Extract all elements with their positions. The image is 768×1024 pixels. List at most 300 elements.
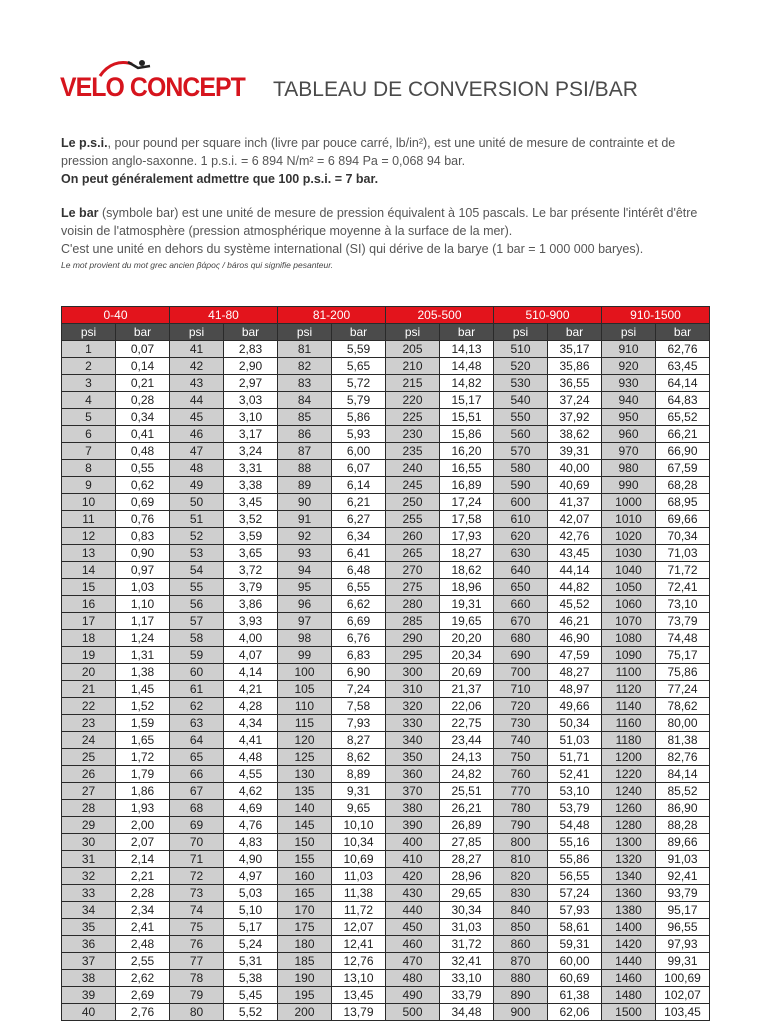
- psi-cell: 84: [278, 392, 332, 409]
- psi-cell: 30: [62, 834, 116, 851]
- table-row: [62, 868, 710, 885]
- bar-cell: 55,86: [548, 851, 602, 868]
- psi-cell: 1120: [602, 681, 656, 698]
- bar-cell: 1,24: [116, 630, 170, 647]
- bar-cell: 4,34: [224, 715, 278, 732]
- psi-cell: 1060: [602, 596, 656, 613]
- psi-cell: 810: [494, 851, 548, 868]
- psi-cell: 370: [386, 783, 440, 800]
- bar-cell: 68,28: [656, 477, 710, 494]
- psi-cell: 1200: [602, 749, 656, 766]
- psi-cell: 760: [494, 766, 548, 783]
- bar-cell: 2,69: [116, 987, 170, 1004]
- bar-cell: 4,69: [224, 800, 278, 817]
- bar-cell: 63,45: [656, 358, 710, 375]
- psi-cell: 830: [494, 885, 548, 902]
- psi-cell: 560: [494, 426, 548, 443]
- bar-cell: 11,72: [332, 902, 386, 919]
- bar-cell: 20,20: [440, 630, 494, 647]
- psi-cell: 44: [170, 392, 224, 409]
- bar-cell: 2,28: [116, 885, 170, 902]
- bar-cell: 3,52: [224, 511, 278, 528]
- bar-cell: 34,48: [440, 1004, 494, 1021]
- page-title: TABLEAU DE CONVERSION PSI/BAR: [273, 78, 638, 101]
- psi-cell: 320: [386, 698, 440, 715]
- psi-cell: 1070: [602, 613, 656, 630]
- bar-cell: 18,62: [440, 562, 494, 579]
- bar-column-header: bar: [116, 324, 170, 341]
- psi-cell: 23: [62, 715, 116, 732]
- psi-cell: 74: [170, 902, 224, 919]
- table-row: [62, 851, 710, 868]
- bar-cell: 52,41: [548, 766, 602, 783]
- bar-cell: 6,90: [332, 664, 386, 681]
- psi-cell: 460: [386, 936, 440, 953]
- psi-cell: 87: [278, 443, 332, 460]
- bar-cell: 10,34: [332, 834, 386, 851]
- psi-cell: 33: [62, 885, 116, 902]
- bar-cell: 6,69: [332, 613, 386, 630]
- table-row: [62, 358, 710, 375]
- bar-cell: 78,62: [656, 698, 710, 715]
- bar-cell: 3,24: [224, 443, 278, 460]
- velo-concept-logo: [60, 58, 255, 108]
- psi-cell: 185: [278, 953, 332, 970]
- bar-column-header: bar: [548, 324, 602, 341]
- bar-cell: 26,21: [440, 800, 494, 817]
- table-row: [62, 885, 710, 902]
- psi-cell: 790: [494, 817, 548, 834]
- table-row: [62, 664, 710, 681]
- psi-cell: 22: [62, 698, 116, 715]
- psi-cell: 950: [602, 409, 656, 426]
- bar-cell: 2,62: [116, 970, 170, 987]
- psi-cell: 210: [386, 358, 440, 375]
- bar-cell: 6,55: [332, 579, 386, 596]
- bar-cell: 6,83: [332, 647, 386, 664]
- psi-cell: 245: [386, 477, 440, 494]
- bar-cell: 16,20: [440, 443, 494, 460]
- bar-cell: 6,41: [332, 545, 386, 562]
- bar-cell: 17,93: [440, 528, 494, 545]
- table-row: [62, 375, 710, 392]
- psi-cell: 255: [386, 511, 440, 528]
- bar-cell: 5,17: [224, 919, 278, 936]
- psi-cell: 280: [386, 596, 440, 613]
- psi-cell: 300: [386, 664, 440, 681]
- psi-cell: 910: [602, 341, 656, 358]
- range-header: 41-80: [170, 307, 278, 324]
- bar-cell: 49,66: [548, 698, 602, 715]
- psi-cell: 48: [170, 460, 224, 477]
- psi-term: Le p.s.i.: [61, 136, 108, 150]
- range-header: 81-200: [278, 307, 386, 324]
- bar-cell: 46,21: [548, 613, 602, 630]
- bar-cell: 15,51: [440, 409, 494, 426]
- psi-cell: 76: [170, 936, 224, 953]
- bar-cell: 16,89: [440, 477, 494, 494]
- bar-cell: 60,69: [548, 970, 602, 987]
- bar-cell: 89,66: [656, 834, 710, 851]
- psi-cell: 52: [170, 528, 224, 545]
- psi-cell: 660: [494, 596, 548, 613]
- bar-cell: 7,58: [332, 698, 386, 715]
- table-row: [62, 409, 710, 426]
- psi-cell: 42: [170, 358, 224, 375]
- psi-cell: 220: [386, 392, 440, 409]
- unit-header-row: [62, 324, 710, 341]
- psi-cell: 43: [170, 375, 224, 392]
- range-header-row: [62, 307, 710, 324]
- psi-cell: 115: [278, 715, 332, 732]
- bar-cell: 20,69: [440, 664, 494, 681]
- psi-cell: 38: [62, 970, 116, 987]
- bar-cell: 12,07: [332, 919, 386, 936]
- psi-cell: 8: [62, 460, 116, 477]
- table-row: [62, 902, 710, 919]
- psi-cell: 650: [494, 579, 548, 596]
- bar-cell: 73,79: [656, 613, 710, 630]
- bar-cell: 10,10: [332, 817, 386, 834]
- psi-cell: 1030: [602, 545, 656, 562]
- bar-cell: 1,65: [116, 732, 170, 749]
- psi-cell: 68: [170, 800, 224, 817]
- psi-cell: 380: [386, 800, 440, 817]
- psi-cell: 1160: [602, 715, 656, 732]
- bar-cell: 72,41: [656, 579, 710, 596]
- psi-cell: 1010: [602, 511, 656, 528]
- psi-cell: 1100: [602, 664, 656, 681]
- bar-cell: 31,03: [440, 919, 494, 936]
- psi-cell: 1460: [602, 970, 656, 987]
- psi-cell: 18: [62, 630, 116, 647]
- psi-cell: 390: [386, 817, 440, 834]
- bar-cell: 39,31: [548, 443, 602, 460]
- psi-cell: 750: [494, 749, 548, 766]
- bar-cell: 42,07: [548, 511, 602, 528]
- psi-cell: 83: [278, 375, 332, 392]
- bar-cell: 73,10: [656, 596, 710, 613]
- bar-cell: 0,28: [116, 392, 170, 409]
- psi-cell: 225: [386, 409, 440, 426]
- bar-column-header: bar: [656, 324, 710, 341]
- bar-cell: 102,07: [656, 987, 710, 1004]
- bar-cell: 4,28: [224, 698, 278, 715]
- bar-cell: 24,82: [440, 766, 494, 783]
- psi-cell: 310: [386, 681, 440, 698]
- psi-cell: 82: [278, 358, 332, 375]
- psi-cell: 690: [494, 647, 548, 664]
- psi-cell: 260: [386, 528, 440, 545]
- psi-cell: 105: [278, 681, 332, 698]
- bar-cell: 4,83: [224, 834, 278, 851]
- psi-cell: 1080: [602, 630, 656, 647]
- bar-cell: 82,76: [656, 749, 710, 766]
- bar-cell: 0,90: [116, 545, 170, 562]
- psi-cell: 78: [170, 970, 224, 987]
- bar-cell: 2,97: [224, 375, 278, 392]
- conversion-table: [61, 306, 710, 1021]
- psi-cell: 47: [170, 443, 224, 460]
- psi-cell: 37: [62, 953, 116, 970]
- psi-cell: 285: [386, 613, 440, 630]
- psi-cell: 150: [278, 834, 332, 851]
- psi-cell: 205: [386, 341, 440, 358]
- bar-cell: 92,41: [656, 868, 710, 885]
- bar-cell: 3,72: [224, 562, 278, 579]
- bar-cell: 1,59: [116, 715, 170, 732]
- psi-cell: 680: [494, 630, 548, 647]
- bar-cell: 21,37: [440, 681, 494, 698]
- psi-cell: 10: [62, 494, 116, 511]
- psi-column-header: psi: [494, 324, 548, 341]
- bar-cell: 0,14: [116, 358, 170, 375]
- bar-cell: 6,14: [332, 477, 386, 494]
- psi-cell: 58: [170, 630, 224, 647]
- psi-cell: 145: [278, 817, 332, 834]
- bar-cell: 80,00: [656, 715, 710, 732]
- psi-cell: 62: [170, 698, 224, 715]
- bar-cell: 9,31: [332, 783, 386, 800]
- psi-cell: 91: [278, 511, 332, 528]
- psi-cell: 1340: [602, 868, 656, 885]
- psi-cell: 77: [170, 953, 224, 970]
- bar-cell: 1,72: [116, 749, 170, 766]
- bar-cell: 0,34: [116, 409, 170, 426]
- psi-cell: 125: [278, 749, 332, 766]
- psi-cell: 1360: [602, 885, 656, 902]
- bar-cell: 31,72: [440, 936, 494, 953]
- bar-cell: 2,76: [116, 1004, 170, 1021]
- bar-cell: 0,48: [116, 443, 170, 460]
- table-row: [62, 477, 710, 494]
- psi-cell: 66: [170, 766, 224, 783]
- bar-cell: 8,27: [332, 732, 386, 749]
- bar-cell: 2,41: [116, 919, 170, 936]
- bar-cell: 4,76: [224, 817, 278, 834]
- psi-cell: 1140: [602, 698, 656, 715]
- psi-rule: [61, 170, 721, 188]
- psi-cell: 1280: [602, 817, 656, 834]
- psi-cell: 120: [278, 732, 332, 749]
- table-row: [62, 936, 710, 953]
- psi-cell: 1320: [602, 851, 656, 868]
- bar-cell: 5,93: [332, 426, 386, 443]
- bar-cell: 2,90: [224, 358, 278, 375]
- table-row: [62, 834, 710, 851]
- bar-cell: 55,16: [548, 834, 602, 851]
- bar-cell: 97,93: [656, 936, 710, 953]
- psi-cell: 400: [386, 834, 440, 851]
- psi-cell: 1240: [602, 783, 656, 800]
- psi-cell: 500: [386, 1004, 440, 1021]
- psi-cell: 520: [494, 358, 548, 375]
- psi-cell: 730: [494, 715, 548, 732]
- psi-text: , pour pound per square inch (livre par pouce carré, lb/in²), est une unité de mesure de contrainte et de pression anglo-saxonne. 1 p.s.i. = 6 894 N/m² = 6 894 Pa = 0,068 94 bar.: [61, 136, 676, 168]
- psi-cell: 860: [494, 936, 548, 953]
- bar-cell: 2,48: [116, 936, 170, 953]
- psi-cell: 1480: [602, 987, 656, 1004]
- bar-cell: 25,51: [440, 783, 494, 800]
- bar-cell: 5,45: [224, 987, 278, 1004]
- table-row: [62, 443, 710, 460]
- psi-column-header: psi: [62, 324, 116, 341]
- bar-cell: 19,31: [440, 596, 494, 613]
- psi-cell: 720: [494, 698, 548, 715]
- psi-cell: 51: [170, 511, 224, 528]
- psi-cell: 570: [494, 443, 548, 460]
- psi-cell: 71: [170, 851, 224, 868]
- psi-cell: 13: [62, 545, 116, 562]
- bar-cell: 0,21: [116, 375, 170, 392]
- psi-cell: 780: [494, 800, 548, 817]
- psi-cell: 94: [278, 562, 332, 579]
- bar-cell: 2,21: [116, 868, 170, 885]
- bar-cell: 44,82: [548, 579, 602, 596]
- bar-cell: 3,45: [224, 494, 278, 511]
- psi-cell: 740: [494, 732, 548, 749]
- psi-cell: 96: [278, 596, 332, 613]
- table-row: [62, 494, 710, 511]
- table-row: [62, 1004, 710, 1021]
- bar-cell: 88,28: [656, 817, 710, 834]
- bar-cell: 5,10: [224, 902, 278, 919]
- psi-cell: 630: [494, 545, 548, 562]
- bar-cell: 41,37: [548, 494, 602, 511]
- psi-cell: 235: [386, 443, 440, 460]
- bar-cell: 64,83: [656, 392, 710, 409]
- psi-cell: 53: [170, 545, 224, 562]
- bar-cell: 0,97: [116, 562, 170, 579]
- bar-cell: 4,07: [224, 647, 278, 664]
- psi-cell: 64: [170, 732, 224, 749]
- psi-cell: 88: [278, 460, 332, 477]
- table-row: [62, 596, 710, 613]
- psi-cell: 880: [494, 970, 548, 987]
- psi-cell: 490: [386, 987, 440, 1004]
- psi-cell: 850: [494, 919, 548, 936]
- range-header: 0-40: [62, 307, 170, 324]
- psi-cell: 60: [170, 664, 224, 681]
- bar-cell: 43,45: [548, 545, 602, 562]
- bar-cell: 5,72: [332, 375, 386, 392]
- psi-cell: 73: [170, 885, 224, 902]
- table-row: [62, 392, 710, 409]
- psi-cell: 79: [170, 987, 224, 1004]
- psi-cell: 250: [386, 494, 440, 511]
- psi-cell: 640: [494, 562, 548, 579]
- psi-cell: 1020: [602, 528, 656, 545]
- bar-cell: 62,76: [656, 341, 710, 358]
- psi-cell: 900: [494, 1004, 548, 1021]
- psi-cell: 450: [386, 919, 440, 936]
- bar-cell: 64,14: [656, 375, 710, 392]
- psi-cell: 265: [386, 545, 440, 562]
- psi-cell: 930: [602, 375, 656, 392]
- bar-cell: 13,10: [332, 970, 386, 987]
- bar-cell: 8,89: [332, 766, 386, 783]
- bar-cell: 5,24: [224, 936, 278, 953]
- bar-cell: 0,83: [116, 528, 170, 545]
- psi-cell: 55: [170, 579, 224, 596]
- psi-cell: 28: [62, 800, 116, 817]
- bar-cell: 2,07: [116, 834, 170, 851]
- psi-cell: 1380: [602, 902, 656, 919]
- bar-cell: 4,55: [224, 766, 278, 783]
- psi-cell: 15: [62, 579, 116, 596]
- psi-cell: 81: [278, 341, 332, 358]
- psi-cell: 63: [170, 715, 224, 732]
- psi-cell: 1500: [602, 1004, 656, 1021]
- bar-cell: 45,52: [548, 596, 602, 613]
- psi-cell: 67: [170, 783, 224, 800]
- psi-cell: 215: [386, 375, 440, 392]
- bar-cell: 68,95: [656, 494, 710, 511]
- bar-cell: 61,38: [548, 987, 602, 1004]
- psi-cell: 11: [62, 511, 116, 528]
- bar-cell: 65,52: [656, 409, 710, 426]
- psi-cell: 59: [170, 647, 224, 664]
- psi-cell: 920: [602, 358, 656, 375]
- psi-cell: 140: [278, 800, 332, 817]
- psi-cell: 97: [278, 613, 332, 630]
- bar-cell: 40,69: [548, 477, 602, 494]
- psi-cell: 870: [494, 953, 548, 970]
- bar-cell: 37,92: [548, 409, 602, 426]
- psi-rule-text: On peut généralement admettre que 100 p.s.i. = 7 bar.: [61, 172, 379, 186]
- psi-cell: 820: [494, 868, 548, 885]
- table-row: [62, 732, 710, 749]
- bar-cell: 44,14: [548, 562, 602, 579]
- psi-cell: 970: [602, 443, 656, 460]
- bar-cell: 1,17: [116, 613, 170, 630]
- psi-column-header: psi: [386, 324, 440, 341]
- bar-cell: 26,89: [440, 817, 494, 834]
- psi-cell: 20: [62, 664, 116, 681]
- bar-column-header: bar: [332, 324, 386, 341]
- bar-cell: 16,55: [440, 460, 494, 477]
- psi-cell: 770: [494, 783, 548, 800]
- bar-cell: 33,79: [440, 987, 494, 1004]
- range-header: 510-900: [494, 307, 602, 324]
- bar-cell: 74,48: [656, 630, 710, 647]
- psi-cell: 50: [170, 494, 224, 511]
- psi-cell: 480: [386, 970, 440, 987]
- bar-cell: 24,13: [440, 749, 494, 766]
- psi-cell: 240: [386, 460, 440, 477]
- bar-cell: 15,86: [440, 426, 494, 443]
- table-row: [62, 681, 710, 698]
- bar-cell: 57,93: [548, 902, 602, 919]
- psi-cell: 85: [278, 409, 332, 426]
- psi-cell: 99: [278, 647, 332, 664]
- etymology-note: Le mot provient du mot grec ancien βάρος / báros qui signifie pesanteur.: [61, 260, 334, 270]
- bar-cell: 1,52: [116, 698, 170, 715]
- range-header: 205-500: [386, 307, 494, 324]
- logo-text: VELO CONCEPT: [60, 72, 245, 102]
- psi-cell: 29: [62, 817, 116, 834]
- psi-cell: 70: [170, 834, 224, 851]
- table-row: [62, 953, 710, 970]
- bar-cell: 4,97: [224, 868, 278, 885]
- bar-cell: 4,41: [224, 732, 278, 749]
- bar-cell: 91,03: [656, 851, 710, 868]
- bar-cell: 0,41: [116, 426, 170, 443]
- psi-cell: 57: [170, 613, 224, 630]
- bar-cell: 71,03: [656, 545, 710, 562]
- psi-cell: 1090: [602, 647, 656, 664]
- bar-cell: 93,79: [656, 885, 710, 902]
